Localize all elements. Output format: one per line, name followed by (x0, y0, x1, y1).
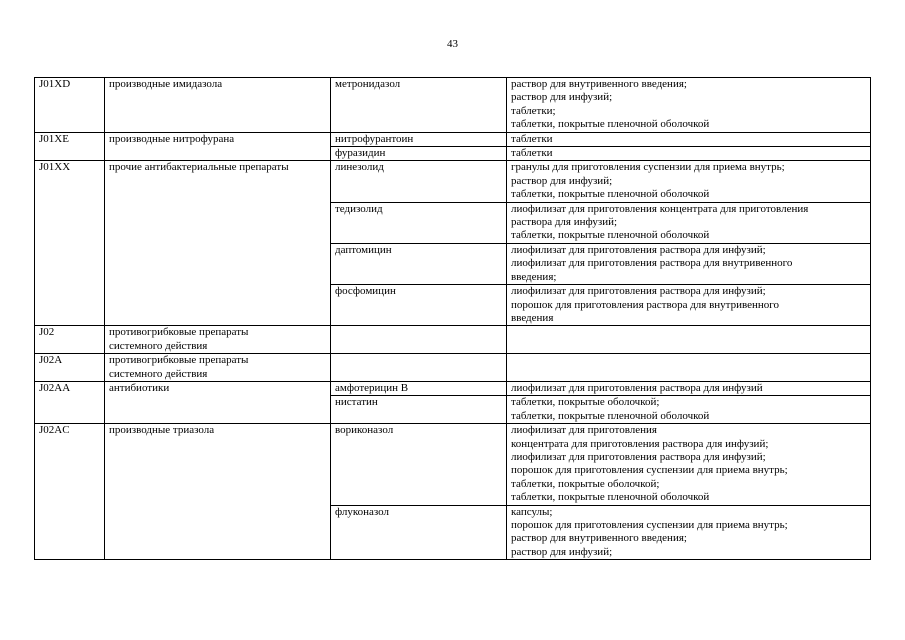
group-name-cell (105, 354, 331, 382)
dosage-form: таблетки, покрытые пленочной оболочкой (511, 491, 710, 504)
dosage-forms-cell (507, 202, 871, 243)
dosage-form: таблетки; (511, 104, 556, 117)
page-number: 43 (447, 38, 458, 50)
dosage-form: таблетки (511, 147, 553, 160)
table-row (35, 424, 871, 505)
dosage-forms-cell (507, 354, 871, 382)
table-row (35, 78, 871, 133)
group-name: противогрибковые препараты системного действия (109, 354, 249, 380)
drug-name-cell (331, 354, 507, 382)
table-row (35, 161, 871, 202)
group-name-cell: производные триазола (105, 424, 331, 560)
atc-code-cell: J02A (35, 354, 105, 382)
dosage-form: лиофилизат для приготовления раствора для инфузий; (511, 285, 766, 298)
atc-code-cell: J01XD (35, 78, 105, 133)
dosage-form: раствора для инфузий; (511, 216, 618, 229)
drug-name-cell: нитрофурантоин (331, 132, 507, 146)
dosage-form: лиофилизат для приготовления (511, 424, 657, 437)
drug-name-cell: даптомицин (331, 243, 507, 284)
dosage-form: лиофилизат для приготовления раствора для инфузий; (511, 243, 766, 256)
drug-name-cell: фосфомицин (331, 285, 507, 326)
dosage-form: таблетки (511, 132, 553, 145)
drug-name-cell: тедизолид (331, 202, 507, 243)
dosage-form: таблетки, покрытые пленочной оболочкой (511, 188, 710, 201)
atc-code-cell: J01XE (35, 132, 105, 161)
dosage-forms-cell (507, 285, 871, 326)
dosage-form: раствор для инфузий; (511, 174, 613, 187)
dosage-form: таблетки, покрытые пленочной оболочкой (511, 409, 710, 422)
dosage-form: концентрата для приготовления раствора для инфузий; (511, 437, 769, 450)
dosage-forms-cell (507, 161, 871, 202)
drug-name-cell: вориконазол (331, 424, 507, 505)
group-name-cell: антибиотики (105, 381, 331, 423)
dosage-forms-cell (507, 78, 871, 133)
dosage-form: капсулы; (511, 505, 553, 518)
drug-classification-table (34, 77, 871, 560)
group-name-cell: производные имидазола (105, 78, 331, 133)
atc-code-cell: J01XX (35, 161, 105, 326)
group-name-cell (105, 326, 331, 354)
drug-name-cell: флуконазол (331, 505, 507, 560)
table-row (35, 354, 871, 382)
dosage-form: раствор для инфузий; (511, 91, 613, 104)
dosage-form: таблетки, покрытые оболочкой; (511, 396, 660, 409)
dosage-form: порошок для приготовления раствора для внутривенного (511, 298, 780, 311)
dosage-form: раствор для внутривенного введения; (511, 78, 687, 90)
dosage-form: порошок для приготовления суспензии для приема внутрь; (511, 519, 788, 531)
table-row (35, 132, 871, 146)
dosage-form: порошок для приготовления суспензии для приема внутрь; (511, 464, 788, 477)
dosage-form: лиофилизат для приготовления раствора для инфузий; (511, 450, 766, 463)
dosage-form: таблетки, покрытые пленочной оболочкой (511, 118, 710, 131)
dosage-form: гранулы для приготовления суспензии для приема внутрь; (511, 161, 785, 174)
dosage-forms-cell (507, 243, 871, 284)
atc-code-cell: J02AA (35, 381, 105, 423)
dosage-forms-cell (507, 132, 871, 146)
atc-code-cell: J02AC (35, 424, 105, 560)
table-row (35, 326, 871, 354)
dosage-forms-cell (507, 326, 871, 354)
dosage-forms-cell (507, 505, 871, 560)
table-row (35, 381, 871, 395)
dosage-form: введения (511, 311, 554, 324)
dosage-forms-cell (507, 381, 871, 395)
group-name-cell: прочие антибактериальные препараты (105, 161, 331, 326)
drug-name-cell (331, 326, 507, 354)
dosage-form: таблетки, покрытые оболочкой; (511, 477, 660, 490)
dosage-forms-cell (507, 147, 871, 161)
drug-name-cell: амфотерицин В (331, 381, 507, 395)
drug-name-cell: линезолид (331, 161, 507, 202)
dosage-forms-cell (507, 396, 871, 424)
dosage-form: лиофилизат для приготовления раствора для инфузий (511, 381, 763, 394)
dosage-form: введения; (511, 270, 557, 283)
dosage-form: лиофилизат для приготовления раствора для внутривенного (511, 257, 793, 270)
drug-name-cell: нистатин (331, 396, 507, 424)
dosage-form: лиофилизат для приготовления концентрата для приготовления (511, 202, 809, 215)
dosage-form: раствор для внутривенного введения; (511, 532, 687, 545)
group-name: противогрибковые препараты системного действия (109, 326, 249, 352)
dosage-form: раствор для инфузий; (511, 545, 613, 558)
atc-code-cell: J02 (35, 326, 105, 354)
dosage-forms-cell (507, 424, 871, 505)
drug-name-cell: фуразидин (331, 147, 507, 161)
dosage-form: таблетки, покрытые пленочной оболочкой (511, 229, 710, 242)
group-name-cell: производные нитрофурана (105, 132, 331, 161)
drug-name-cell: метронидазол (331, 78, 507, 133)
